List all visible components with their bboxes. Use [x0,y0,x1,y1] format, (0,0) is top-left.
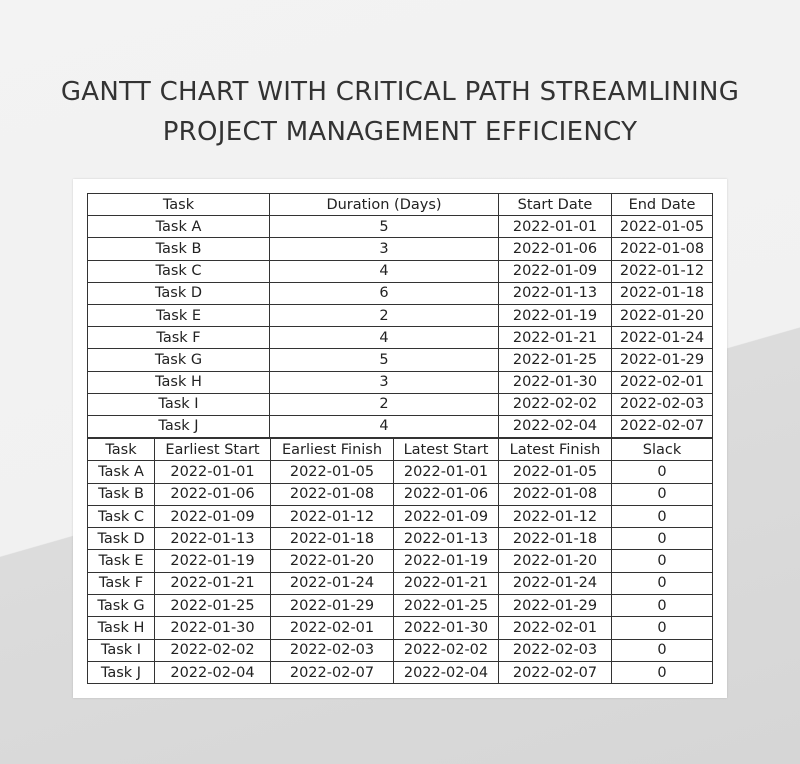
task-cell: Task E [88,550,155,572]
earliest-start-cell: 2022-01-09 [155,505,271,527]
table-row [88,260,713,282]
slack-cell: 0 [612,483,713,505]
start-date-cell: 2022-01-13 [499,282,612,304]
task-cell: Task I [88,393,270,415]
latest-start-cell: 2022-01-09 [394,505,499,527]
slack-cell: 0 [612,550,713,572]
table-row [88,371,713,393]
earliest-finish-cell: 2022-02-07 [271,661,394,683]
latest-start-cell: 2022-02-04 [394,661,499,683]
earliest-finish-cell: 2022-01-08 [271,483,394,505]
latest-start-cell: 2022-01-30 [394,617,499,639]
header-earliest-finish: Earliest Finish [271,439,394,461]
start-date-cell: 2022-01-30 [499,371,612,393]
end-date-cell: 2022-01-24 [612,327,713,349]
task-cell: Task F [88,572,155,594]
table-row [88,595,713,617]
earliest-start-cell: 2022-01-21 [155,572,271,594]
header-latest-start: Latest Start [394,439,499,461]
latest-start-cell: 2022-01-25 [394,595,499,617]
task-cell: Task C [88,505,155,527]
task-cell: Task H [88,617,155,639]
earliest-finish-cell: 2022-01-18 [271,528,394,550]
task-cell: Task J [88,415,270,437]
critical-path-header-row [88,439,713,461]
start-date-cell: 2022-01-25 [499,349,612,371]
table-row [88,483,713,505]
task-cell: Task I [88,639,155,661]
latest-start-cell: 2022-02-02 [394,639,499,661]
duration-cell: 4 [270,327,499,349]
latest-finish-cell: 2022-01-08 [499,483,612,505]
slack-cell: 0 [612,595,713,617]
end-date-cell: 2022-01-29 [612,349,713,371]
earliest-start-cell: 2022-01-01 [155,461,271,483]
header-earliest-start: Earliest Start [155,439,271,461]
slack-cell: 0 [612,617,713,639]
task-cell: Task H [88,371,270,393]
earliest-start-cell: 2022-01-30 [155,617,271,639]
slack-cell: 0 [612,639,713,661]
task-cell: Task E [88,304,270,326]
earliest-start-cell: 2022-01-25 [155,595,271,617]
table-row [88,304,713,326]
header-start-date: Start Date [499,194,612,216]
table-row [88,639,713,661]
table-row [88,461,713,483]
latest-start-cell: 2022-01-19 [394,550,499,572]
earliest-finish-cell: 2022-02-01 [271,617,394,639]
task-cell: Task F [88,327,270,349]
slack-cell: 0 [612,528,713,550]
end-date-cell: 2022-01-18 [612,282,713,304]
duration-cell: 5 [270,216,499,238]
start-date-cell: 2022-01-01 [499,216,612,238]
table-row [88,327,713,349]
table-row [88,349,713,371]
latest-finish-cell: 2022-01-18 [499,528,612,550]
start-date-cell: 2022-01-21 [499,327,612,349]
table-row [88,415,713,437]
task-cell: Task D [88,528,155,550]
task-cell: Task A [88,216,270,238]
latest-finish-cell: 2022-01-20 [499,550,612,572]
task-cell: Task C [88,260,270,282]
earliest-finish-cell: 2022-02-03 [271,639,394,661]
table-row [88,216,713,238]
table-row [88,550,713,572]
spreadsheet-card [73,179,727,698]
earliest-finish-cell: 2022-01-05 [271,461,394,483]
header-slack: Slack [612,439,713,461]
table-row [88,528,713,550]
table-row [88,572,713,594]
earliest-start-cell: 2022-01-19 [155,550,271,572]
duration-cell: 3 [270,238,499,260]
earliest-finish-cell: 2022-01-29 [271,595,394,617]
header-duration: Duration (Days) [270,194,499,216]
end-date-cell: 2022-01-12 [612,260,713,282]
latest-finish-cell: 2022-01-29 [499,595,612,617]
task-cell: Task B [88,238,270,260]
duration-cell: 5 [270,349,499,371]
duration-cell: 2 [270,393,499,415]
earliest-finish-cell: 2022-01-20 [271,550,394,572]
duration-cell: 6 [270,282,499,304]
end-date-cell: 2022-02-03 [612,393,713,415]
latest-start-cell: 2022-01-13 [394,528,499,550]
task-cell: Task B [88,483,155,505]
page-title [0,72,800,152]
task-cell: Task G [88,349,270,371]
latest-finish-cell: 2022-02-03 [499,639,612,661]
slack-cell: 0 [612,572,713,594]
earliest-finish-cell: 2022-01-12 [271,505,394,527]
task-cell: Task J [88,661,155,683]
title-line-1: GANTT CHART WITH CRITICAL PATH STREAMLINING [60,77,740,107]
title-line-2: PROJECT MANAGEMENT EFFICIENCY [162,117,638,147]
end-date-cell: 2022-01-05 [612,216,713,238]
latest-finish-cell: 2022-01-05 [499,461,612,483]
duration-cell: 2 [270,304,499,326]
schedule-header-row [88,194,713,216]
duration-cell: 3 [270,371,499,393]
slack-cell: 0 [612,461,713,483]
start-date-cell: 2022-01-09 [499,260,612,282]
slack-cell: 0 [612,505,713,527]
end-date-cell: 2022-01-08 [612,238,713,260]
slack-cell: 0 [612,661,713,683]
header-task: Task [88,439,155,461]
table-row [88,617,713,639]
latest-finish-cell: 2022-02-01 [499,617,612,639]
earliest-start-cell: 2022-02-04 [155,661,271,683]
task-cell: Task G [88,595,155,617]
header-task: Task [88,194,270,216]
earliest-start-cell: 2022-01-13 [155,528,271,550]
start-date-cell: 2022-02-02 [499,393,612,415]
table-row [88,238,713,260]
end-date-cell: 2022-01-20 [612,304,713,326]
earliest-start-cell: 2022-02-02 [155,639,271,661]
task-cell: Task A [88,461,155,483]
latest-start-cell: 2022-01-01 [394,461,499,483]
earliest-finish-cell: 2022-01-24 [271,572,394,594]
header-latest-finish: Latest Finish [499,439,612,461]
latest-start-cell: 2022-01-06 [394,483,499,505]
task-cell: Task D [88,282,270,304]
duration-cell: 4 [270,415,499,437]
end-date-cell: 2022-02-01 [612,371,713,393]
duration-cell: 4 [270,260,499,282]
header-end-date: End Date [612,194,713,216]
latest-start-cell: 2022-01-21 [394,572,499,594]
latest-finish-cell: 2022-01-24 [499,572,612,594]
table-row [88,505,713,527]
start-date-cell: 2022-01-19 [499,304,612,326]
end-date-cell: 2022-02-07 [612,415,713,437]
start-date-cell: 2022-01-06 [499,238,612,260]
table-row [88,282,713,304]
schedule-table [87,193,713,438]
latest-finish-cell: 2022-02-07 [499,661,612,683]
critical-path-table [87,438,713,684]
start-date-cell: 2022-02-04 [499,415,612,437]
earliest-start-cell: 2022-01-06 [155,483,271,505]
table-row [88,661,713,683]
latest-finish-cell: 2022-01-12 [499,505,612,527]
table-row [88,393,713,415]
